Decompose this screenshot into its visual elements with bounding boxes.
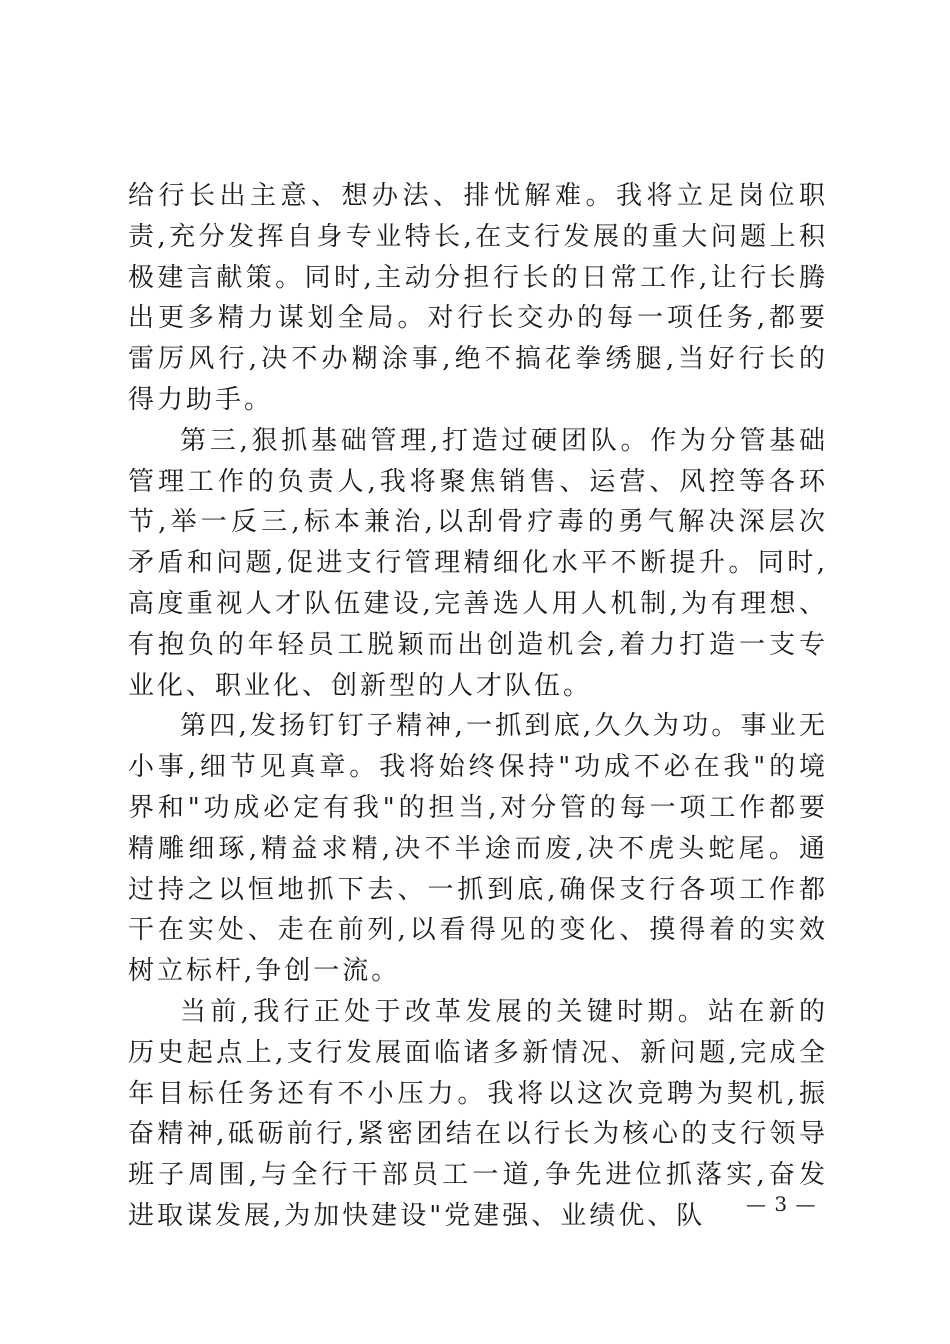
paragraph-fourth-point: 第四,发扬钉钉子精神,一抓到底,久久为功。事业无小事,细节见真章。我将始终保持"功成不必在我"的境界和"功成必定有我"的担当,对分管的每一项工作都要精雕细琢,精益求精,决不半途而废,决不虎头蛇尾。通过持之以恒地抓下去、一抓到底,确保支行各项工作都干在实处、走在前列,以看得见的变化、摸得着的实效树立标杆,争创一流。: [128, 711, 828, 987]
paragraph-continuation: 给行长出主意、想办法、排忧解难。我将立足岗位职责,充分发挥自身专业特长,在支行发展的重大问题上积极建言献策。同时,主动分担行长的日常工作,让行长腾出更多精力谋划全局。对行长交办的每一项任务,都要雷厉风行,决不办糊涂事,绝不搞花拳绣腿,当好行长的得力助手。: [128, 181, 828, 415]
document-body: [128, 176, 828, 1237]
page-number: — 3 —: [746, 1192, 817, 1216]
paragraph-current-situation: 当前,我行正处于改革发展的关键时期。站在新的历史起点上,支行发展面临诸多新情况、新问题,完成全年目标任务还有不小压力。我将以这次竞聘为契机,振奋精神,砥砺前行,紧密团结在以行长为核心的支行领导班子周围,与全行干部员工一道,争先进位抓落实,奋发进取谋发展,为加快建设"党建强、业绩优、队: [128, 996, 828, 1231]
paragraph-third-point: 第三,狠抓基础管理,打造过硬团队。作为分管基础管理工作的负责人,我将聚焦销售、运营、风控等各环节,举一反三,标本兼治,以刮骨疗毒的勇气解决深层次矛盾和问题,促进支行管理精细化水平不断提升。同时,高度重视人才队伍建设,完善选人用人机制,为有理想、有抱负的年轻员工脱颖而出创造机会,着力打造一支专业化、职业化、创新型的人才队伍。: [128, 425, 828, 701]
